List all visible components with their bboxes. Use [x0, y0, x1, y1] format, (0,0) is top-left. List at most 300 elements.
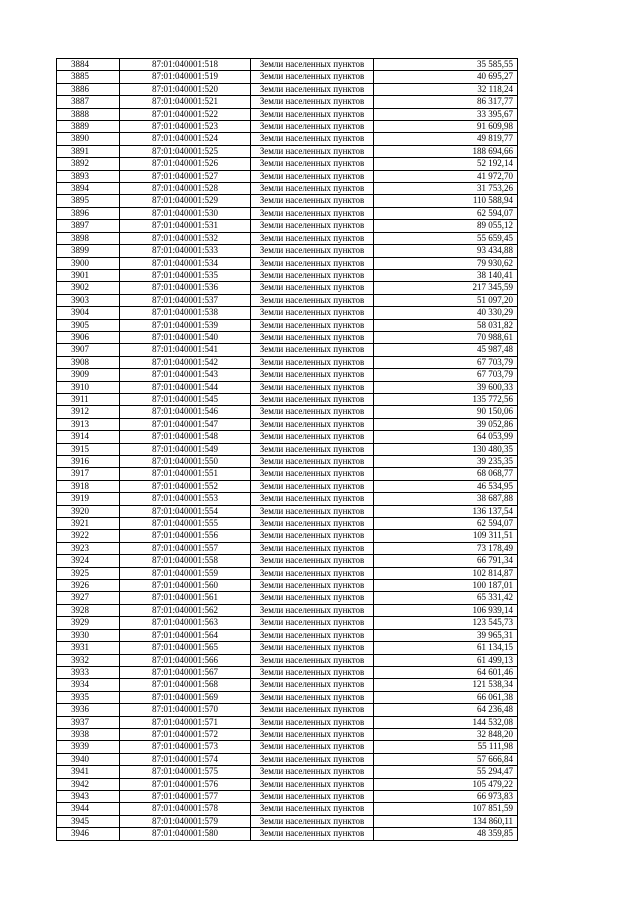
row-number: 3899 — [57, 245, 120, 257]
table-row — [57, 83, 518, 95]
cadastral-value: 123 545,73 — [374, 617, 518, 629]
table-row — [57, 418, 518, 430]
row-number: 3914 — [57, 431, 120, 443]
land-category: Земли населенных пунктов — [251, 381, 374, 393]
table-row — [57, 344, 518, 356]
cadastral-value: 51 097,20 — [374, 294, 518, 306]
table-row — [57, 468, 518, 480]
cadastral-value: 40 695,27 — [374, 71, 518, 83]
row-number: 3894 — [57, 183, 120, 195]
cadastral-value: 65 331,42 — [374, 592, 518, 604]
cadastral-value: 73 178,49 — [374, 542, 518, 554]
table-row — [57, 133, 518, 145]
cadastral-value: 66 061,38 — [374, 691, 518, 703]
cadastral-number: 87:01:040001:529 — [120, 195, 251, 207]
table-row — [57, 307, 518, 319]
land-category: Земли населенных пунктов — [251, 567, 374, 579]
table-row — [57, 741, 518, 753]
row-number: 3907 — [57, 344, 120, 356]
cadastral-number: 87:01:040001:538 — [120, 307, 251, 319]
land-category: Земли населенных пунктов — [251, 356, 374, 368]
land-category: Земли населенных пунктов — [251, 728, 374, 740]
land-category: Земли населенных пунктов — [251, 691, 374, 703]
cadastral-value: 100 187,01 — [374, 580, 518, 592]
cadastral-number: 87:01:040001:522 — [120, 108, 251, 120]
land-category: Земли населенных пунктов — [251, 344, 374, 356]
row-number: 3930 — [57, 629, 120, 641]
land-category: Земли населенных пунктов — [251, 96, 374, 108]
table-row — [57, 679, 518, 691]
table-row — [57, 257, 518, 269]
row-number: 3942 — [57, 778, 120, 790]
land-category: Земли населенных пунктов — [251, 83, 374, 95]
land-category: Земли населенных пунктов — [251, 542, 374, 554]
row-number: 3935 — [57, 691, 120, 703]
table-row — [57, 170, 518, 182]
cadastral-number: 87:01:040001:578 — [120, 803, 251, 815]
table-row — [57, 828, 518, 840]
row-number: 3910 — [57, 381, 120, 393]
row-number: 3937 — [57, 716, 120, 728]
cadastral-value: 31 753,26 — [374, 183, 518, 195]
cadastral-number: 87:01:040001:559 — [120, 567, 251, 579]
cadastral-value: 64 601,46 — [374, 666, 518, 678]
row-number: 3941 — [57, 766, 120, 778]
table-row — [57, 456, 518, 468]
row-number: 3918 — [57, 480, 120, 492]
cadastral-number: 87:01:040001:557 — [120, 542, 251, 554]
cadastral-number: 87:01:040001:545 — [120, 393, 251, 405]
cadastral-value: 107 851,59 — [374, 803, 518, 815]
land-category: Земли населенных пунктов — [251, 183, 374, 195]
cadastral-number: 87:01:040001:576 — [120, 778, 251, 790]
cadastral-number: 87:01:040001:577 — [120, 790, 251, 802]
table-row — [57, 480, 518, 492]
row-number: 3939 — [57, 741, 120, 753]
cadastral-value: 62 594,07 — [374, 207, 518, 219]
cadastral-number: 87:01:040001:551 — [120, 468, 251, 480]
table-row — [57, 356, 518, 368]
cadastral-number: 87:01:040001:530 — [120, 207, 251, 219]
land-category: Земли населенных пунктов — [251, 121, 374, 133]
cadastral-number: 87:01:040001:572 — [120, 728, 251, 740]
land-category: Земли населенных пунктов — [251, 319, 374, 331]
land-category: Земли населенных пунктов — [251, 369, 374, 381]
cadastral-number: 87:01:040001:532 — [120, 232, 251, 244]
cadastral-number: 87:01:040001:546 — [120, 406, 251, 418]
land-category: Земли населенных пунктов — [251, 704, 374, 716]
cadastral-number: 87:01:040001:525 — [120, 145, 251, 157]
table-row — [57, 592, 518, 604]
table-row — [57, 567, 518, 579]
land-category: Земли населенных пунктов — [251, 158, 374, 170]
row-number: 3886 — [57, 83, 120, 95]
table-row — [57, 716, 518, 728]
row-number: 3885 — [57, 71, 120, 83]
cadastral-value: 188 694,66 — [374, 145, 518, 157]
cadastral-value: 109 311,51 — [374, 530, 518, 542]
table-row — [57, 145, 518, 157]
cadastral-number: 87:01:040001:520 — [120, 83, 251, 95]
row-number: 3922 — [57, 530, 120, 542]
row-number: 3890 — [57, 133, 120, 145]
row-number: 3936 — [57, 704, 120, 716]
cadastral-value: 86 317,77 — [374, 96, 518, 108]
land-category: Земли населенных пунктов — [251, 741, 374, 753]
cadastral-value: 39 965,31 — [374, 629, 518, 641]
land-category: Земли населенных пунктов — [251, 406, 374, 418]
land-category: Земли населенных пунктов — [251, 778, 374, 790]
cadastral-number: 87:01:040001:570 — [120, 704, 251, 716]
cadastral-value: 61 499,13 — [374, 654, 518, 666]
land-category: Земли населенных пунктов — [251, 269, 374, 281]
cadastral-number: 87:01:040001:518 — [120, 59, 251, 71]
cadastral-value: 61 134,15 — [374, 642, 518, 654]
table-row — [57, 71, 518, 83]
cadastral-number: 87:01:040001:543 — [120, 369, 251, 381]
row-number: 3927 — [57, 592, 120, 604]
land-category: Земли населенных пунктов — [251, 418, 374, 430]
cadastral-number: 87:01:040001:537 — [120, 294, 251, 306]
cadastral-number: 87:01:040001:575 — [120, 766, 251, 778]
land-category: Земли населенных пунктов — [251, 530, 374, 542]
table-row — [57, 232, 518, 244]
cadastral-value: 64 053,99 — [374, 431, 518, 443]
cadastral-value: 217 345,59 — [374, 282, 518, 294]
table-row — [57, 59, 518, 71]
land-category: Земли населенных пунктов — [251, 642, 374, 654]
table-row — [57, 381, 518, 393]
cadastral-value: 134 860,11 — [374, 815, 518, 827]
table-row — [57, 691, 518, 703]
cadastral-number: 87:01:040001:562 — [120, 604, 251, 616]
cadastral-value: 66 973,83 — [374, 790, 518, 802]
row-number: 3884 — [57, 59, 120, 71]
row-number: 3896 — [57, 207, 120, 219]
land-category: Земли населенных пунктов — [251, 294, 374, 306]
land-category: Земли населенных пунктов — [251, 803, 374, 815]
table-row — [57, 319, 518, 331]
land-category: Земли населенных пунктов — [251, 766, 374, 778]
land-category: Земли населенных пунктов — [251, 245, 374, 257]
table-row — [57, 96, 518, 108]
table-row — [57, 778, 518, 790]
cadastral-number: 87:01:040001:519 — [120, 71, 251, 83]
cadastral-number: 87:01:040001:550 — [120, 456, 251, 468]
cadastral-number: 87:01:040001:580 — [120, 828, 251, 840]
row-number: 3909 — [57, 369, 120, 381]
cadastral-value: 93 434,88 — [374, 245, 518, 257]
cadastral-value: 66 791,34 — [374, 555, 518, 567]
land-category: Земли населенных пунктов — [251, 443, 374, 455]
cadastral-value: 70 988,61 — [374, 331, 518, 343]
land-category: Земли населенных пунктов — [251, 133, 374, 145]
row-number: 3946 — [57, 828, 120, 840]
cadastral-number: 87:01:040001:552 — [120, 480, 251, 492]
land-category: Земли населенных пунктов — [251, 654, 374, 666]
cadastral-number: 87:01:040001:547 — [120, 418, 251, 430]
cadastral-value: 62 594,07 — [374, 518, 518, 530]
cadastral-value: 90 150,06 — [374, 406, 518, 418]
row-number: 3929 — [57, 617, 120, 629]
cadastral-value: 38 140,41 — [374, 269, 518, 281]
cadastral-number: 87:01:040001:556 — [120, 530, 251, 542]
table-row — [57, 294, 518, 306]
cadastral-value: 52 192,14 — [374, 158, 518, 170]
cadastral-number: 87:01:040001:565 — [120, 642, 251, 654]
cadastral-number: 87:01:040001:567 — [120, 666, 251, 678]
row-number: 3902 — [57, 282, 120, 294]
land-category: Земли населенных пунктов — [251, 257, 374, 269]
row-number: 3920 — [57, 505, 120, 517]
cadastral-value: 136 137,54 — [374, 505, 518, 517]
land-category: Земли населенных пунктов — [251, 679, 374, 691]
table-row — [57, 642, 518, 654]
table-row — [57, 431, 518, 443]
table-row — [57, 369, 518, 381]
land-category: Земли населенных пунктов — [251, 431, 374, 443]
cadastral-number: 87:01:040001:534 — [120, 257, 251, 269]
cadastral-number: 87:01:040001:574 — [120, 753, 251, 765]
land-category: Земли населенных пунктов — [251, 815, 374, 827]
cadastral-number: 87:01:040001:548 — [120, 431, 251, 443]
row-number: 3903 — [57, 294, 120, 306]
row-number: 3940 — [57, 753, 120, 765]
row-number: 3906 — [57, 331, 120, 343]
table-row — [57, 108, 518, 120]
land-category: Земли населенных пунктов — [251, 232, 374, 244]
land-category: Земли населенных пунктов — [251, 108, 374, 120]
cadastral-value: 106 939,14 — [374, 604, 518, 616]
row-number: 3888 — [57, 108, 120, 120]
table-row — [57, 815, 518, 827]
cadastral-value: 57 666,84 — [374, 753, 518, 765]
table-row — [57, 282, 518, 294]
cadastral-number: 87:01:040001:561 — [120, 592, 251, 604]
cadastral-number: 87:01:040001:544 — [120, 381, 251, 393]
table-row — [57, 580, 518, 592]
land-category: Земли населенных пунктов — [251, 393, 374, 405]
table-row — [57, 728, 518, 740]
cadastral-value: 135 772,56 — [374, 393, 518, 405]
row-number: 3943 — [57, 790, 120, 802]
land-category: Земли населенных пунктов — [251, 71, 374, 83]
land-category: Земли населенных пунктов — [251, 456, 374, 468]
cadastral-value: 110 588,94 — [374, 195, 518, 207]
cadastral-value: 32 848,20 — [374, 728, 518, 740]
cadastral-value: 144 532,08 — [374, 716, 518, 728]
land-category: Земли населенных пунктов — [251, 195, 374, 207]
cadastral-value: 46 534,95 — [374, 480, 518, 492]
row-number: 3898 — [57, 232, 120, 244]
row-number: 3891 — [57, 145, 120, 157]
cadastral-value: 32 118,24 — [374, 83, 518, 95]
table-row — [57, 207, 518, 219]
land-category: Земли населенных пунктов — [251, 592, 374, 604]
row-number: 3905 — [57, 319, 120, 331]
cadastral-value: 39 052,86 — [374, 418, 518, 430]
row-number: 3945 — [57, 815, 120, 827]
cadastral-value: 89 055,12 — [374, 220, 518, 232]
land-category: Земли населенных пунктов — [251, 666, 374, 678]
row-number: 3938 — [57, 728, 120, 740]
cadastral-number: 87:01:040001:541 — [120, 344, 251, 356]
row-number: 3887 — [57, 96, 120, 108]
cadastral-value: 55 659,45 — [374, 232, 518, 244]
cadastral-number: 87:01:040001:566 — [120, 654, 251, 666]
cadastral-value: 79 930,62 — [374, 257, 518, 269]
cadastral-number: 87:01:040001:549 — [120, 443, 251, 455]
cadastral-number: 87:01:040001:558 — [120, 555, 251, 567]
cadastral-value: 105 479,22 — [374, 778, 518, 790]
land-category: Земли населенных пунктов — [251, 555, 374, 567]
cadastral-number: 87:01:040001:553 — [120, 493, 251, 505]
cadastral-value: 58 031,82 — [374, 319, 518, 331]
row-number: 3912 — [57, 406, 120, 418]
row-number: 3889 — [57, 121, 120, 133]
cadastral-value: 130 480,35 — [374, 443, 518, 455]
row-number: 3931 — [57, 642, 120, 654]
table-row — [57, 666, 518, 678]
cadastral-number: 87:01:040001:560 — [120, 580, 251, 592]
land-category: Земли населенных пунктов — [251, 604, 374, 616]
row-number: 3892 — [57, 158, 120, 170]
cadastral-number: 87:01:040001:555 — [120, 518, 251, 530]
table-row — [57, 245, 518, 257]
cadastral-number: 87:01:040001:536 — [120, 282, 251, 294]
land-category: Земли населенных пунктов — [251, 505, 374, 517]
cadastral-value: 39 600,33 — [374, 381, 518, 393]
cadastral-number: 87:01:040001:540 — [120, 331, 251, 343]
table-row — [57, 505, 518, 517]
cadastral-number: 87:01:040001:524 — [120, 133, 251, 145]
cadastral-value: 64 236,48 — [374, 704, 518, 716]
row-number: 3901 — [57, 269, 120, 281]
cadastral-value: 48 359,85 — [374, 828, 518, 840]
row-number: 3917 — [57, 468, 120, 480]
land-category: Земли населенных пунктов — [251, 828, 374, 840]
cadastral-number: 87:01:040001:526 — [120, 158, 251, 170]
row-number: 3895 — [57, 195, 120, 207]
land-category: Земли населенных пунктов — [251, 518, 374, 530]
table-row — [57, 555, 518, 567]
table-row — [57, 331, 518, 343]
cadastral-value: 35 585,55 — [374, 59, 518, 71]
land-category: Земли населенных пунктов — [251, 580, 374, 592]
cadastral-value: 40 330,29 — [374, 307, 518, 319]
table-row — [57, 393, 518, 405]
land-category: Земли населенных пунктов — [251, 145, 374, 157]
cadastral-value: 45 987,48 — [374, 344, 518, 356]
cadastral-value: 67 703,79 — [374, 356, 518, 368]
land-category: Земли населенных пунктов — [251, 207, 374, 219]
land-category: Земли населенных пунктов — [251, 790, 374, 802]
cadastral-number: 87:01:040001:533 — [120, 245, 251, 257]
cadastral-value: 67 703,79 — [374, 369, 518, 381]
row-number: 3923 — [57, 542, 120, 554]
table-row — [57, 195, 518, 207]
table-row — [57, 704, 518, 716]
row-number: 3916 — [57, 456, 120, 468]
row-number: 3897 — [57, 220, 120, 232]
table-row — [57, 121, 518, 133]
cadastral-number: 87:01:040001:573 — [120, 741, 251, 753]
row-number: 3915 — [57, 443, 120, 455]
cadastral-number: 87:01:040001:527 — [120, 170, 251, 182]
cadastral-value: 102 814,87 — [374, 567, 518, 579]
cadastral-number: 87:01:040001:539 — [120, 319, 251, 331]
row-number: 3933 — [57, 666, 120, 678]
cadastral-value: 49 819,77 — [374, 133, 518, 145]
cadastral-number: 87:01:040001:535 — [120, 269, 251, 281]
land-category: Земли населенных пунктов — [251, 331, 374, 343]
table-row — [57, 629, 518, 641]
table-row — [57, 183, 518, 195]
cadastral-number: 87:01:040001:563 — [120, 617, 251, 629]
cadastral-number: 87:01:040001:579 — [120, 815, 251, 827]
cadastral-value: 33 395,67 — [374, 108, 518, 120]
land-category: Земли населенных пунктов — [251, 307, 374, 319]
table-row — [57, 766, 518, 778]
cadastral-value: 55 294,47 — [374, 766, 518, 778]
row-number: 3904 — [57, 307, 120, 319]
table-row — [57, 803, 518, 815]
table-row — [57, 493, 518, 505]
table-row — [57, 654, 518, 666]
table-row — [57, 518, 518, 530]
cadastral-value: 91 609,98 — [374, 121, 518, 133]
land-category: Земли населенных пунктов — [251, 468, 374, 480]
land-category: Земли населенных пунктов — [251, 59, 374, 71]
table-row — [57, 542, 518, 554]
row-number: 3928 — [57, 604, 120, 616]
cadastral-number: 87:01:040001:569 — [120, 691, 251, 703]
table-row — [57, 530, 518, 542]
cadastral-number: 87:01:040001:523 — [120, 121, 251, 133]
table-row — [57, 158, 518, 170]
land-registry-table — [56, 58, 518, 841]
table-row — [57, 790, 518, 802]
row-number: 3926 — [57, 580, 120, 592]
cadastral-number: 87:01:040001:521 — [120, 96, 251, 108]
table-row — [57, 604, 518, 616]
table-row — [57, 443, 518, 455]
row-number: 3893 — [57, 170, 120, 182]
table-row — [57, 617, 518, 629]
land-category: Земли населенных пунктов — [251, 716, 374, 728]
row-number: 3913 — [57, 418, 120, 430]
land-category: Земли населенных пунктов — [251, 170, 374, 182]
cadastral-value: 121 538,34 — [374, 679, 518, 691]
cadastral-number: 87:01:040001:568 — [120, 679, 251, 691]
row-number: 3934 — [57, 679, 120, 691]
cadastral-value: 38 687,88 — [374, 493, 518, 505]
land-category: Земли населенных пунктов — [251, 753, 374, 765]
table-row — [57, 753, 518, 765]
cadastral-value: 39 235,35 — [374, 456, 518, 468]
row-number: 3921 — [57, 518, 120, 530]
land-category: Земли населенных пунктов — [251, 617, 374, 629]
row-number: 3911 — [57, 393, 120, 405]
row-number: 3924 — [57, 555, 120, 567]
row-number: 3944 — [57, 803, 120, 815]
land-category: Земли населенных пунктов — [251, 480, 374, 492]
cadastral-number: 87:01:040001:528 — [120, 183, 251, 195]
cadastral-value: 41 972,70 — [374, 170, 518, 182]
cadastral-value: 55 111,98 — [374, 741, 518, 753]
cadastral-number: 87:01:040001:531 — [120, 220, 251, 232]
table-row — [57, 220, 518, 232]
